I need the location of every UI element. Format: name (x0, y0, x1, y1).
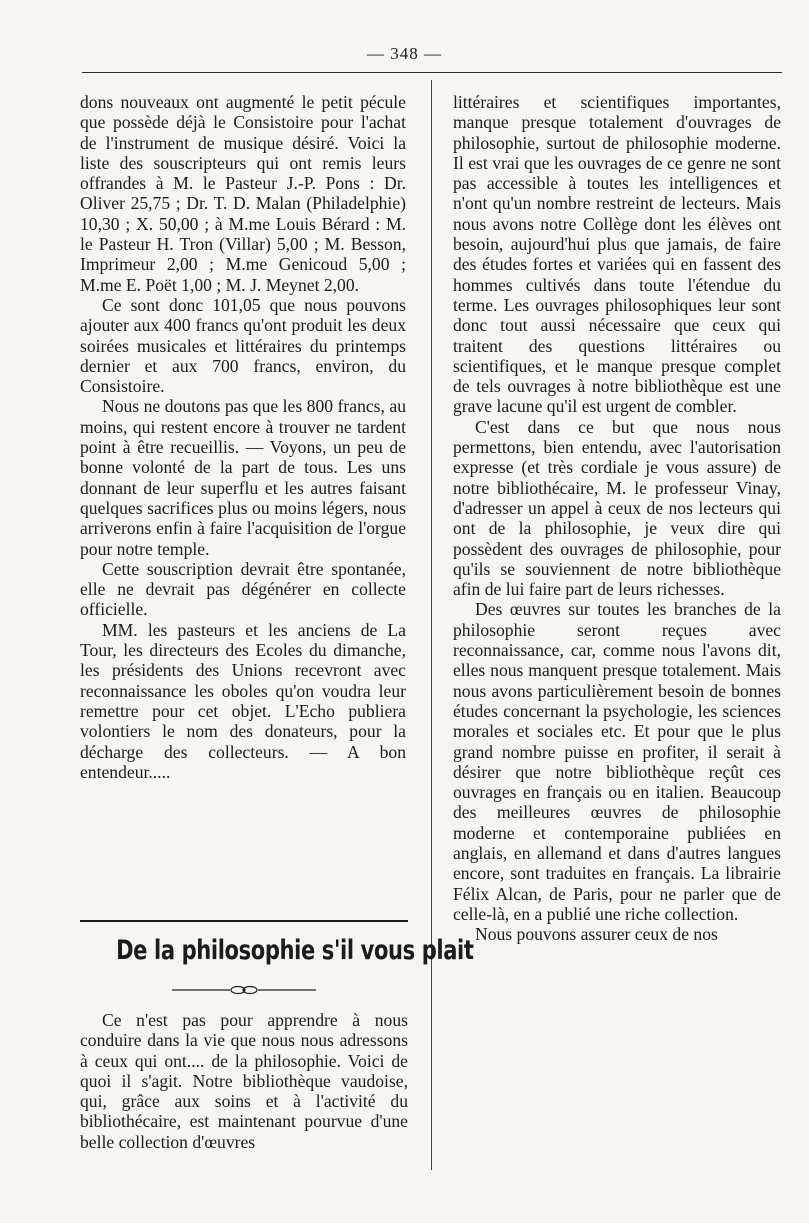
page-number: — 348 — (367, 44, 442, 63)
ornament-divider-icon (170, 983, 318, 997)
title-rule (80, 920, 408, 922)
column-divider (431, 80, 432, 1170)
paragraph: Ce sont donc 101,05 que nous pouvons ajouter aux 400 francs qu'ont produit les deux soirées musicales et littéraires du printemps dernier et aux 700 francs, environ, du Consistoire. (80, 294, 406, 397)
paragraph: Cette souscription devrait être spontanée, elle ne devrait pas dégénérer en collecte officielle. (80, 558, 406, 620)
left-column (80, 92, 406, 782)
paragraph: littéraires et scientifiques importantes, manque presque totalement d'ouvrages de philosophie, surtout de philosophie moderne. Il est vrai que les ouvrages de ce genre ne sont pas accessible à toutes les intelligences et n'ont qu'un nombre restreint de lecteurs. Mais nous avons notre Collège dont les élèves ont besoin, aujourd'hui plus que jamais, de faire des études fortes et variées qui en fassent des hommes cultivés dans toute l'étendue du terme. Les ouvrages philosophiques leur sont donc tout aussi nécessaire que ceux qui traitent des questions littéraires ou scientifiques, et le manque presque complet de tels ouvrages à notre bibliothèque est une grave lacune qu'il est urgent de combler. (453, 92, 781, 417)
paragraph: MM. les pasteurs et les anciens de La Tour, les directeurs des Ecoles du dimanche, les présidents des Unions recevront avec reconnaissance les oboles qu'on voudra leur remettre pour cet objet. L'Echo publiera volontiers le nom des donateurs, pour la décharge des collecteurs. — A bon entendeur..... (80, 619, 406, 782)
right-column (453, 92, 781, 944)
paragraph: Des œuvres sur toutes les branches de la philosophie seront reçues avec reconnaissance, car, comme nous l'avons dit, elles nous manquent presque totalement. Mais nous avons particulièrement besoin de bonnes études concernant la psychologie, les sciences morales et sociales etc. Et pour que le plus grand nombre puisse en profiter, il serait à désirer que notre bibliothèque reçût ces ouvrages en français ou en italien. Beaucoup des meilleures œuvres de philosophie moderne et contemporaine publiées en anglais, en allemand et dans d'autres langues encore, sont traduites en français. La librairie Félix Alcan, de Paris, pour ne parler que de celle-là, en a publié une riche collection. (453, 599, 781, 924)
article-title: De la philosophie s'il vous plait (116, 935, 474, 966)
paragraph: Nous ne doutons pas que les 800 francs, au moins, qui restent encore à trouver ne tardent point à être recueillis. — Voyons, un peu de bonne volonté de la part de tous. Les uns donnant de leur superflu et les autres faisant quelques sacrifices plus ou moins légers, nous arriverons enfin à faire l'acquisition de l'orgue pour notre temple. (80, 396, 406, 559)
article-body (80, 1010, 408, 1152)
header-rule (82, 72, 782, 73)
paragraph: Nous pouvons assurer ceux de nos (475, 924, 718, 945)
paragraph: Ce n'est pas pour apprendre à nous conduire dans la vie que nous nous adressons à ceux qui ont.... de la philosophie. Voici de quoi il s'agit. Notre bibliothèque vaudoise, qui, grâce aux soins et à l'activité du bibliothécaire, est maintenant pourvue d'une belle collection d'œuvres (80, 1010, 408, 1152)
paragraph: C'est dans ce but que nous nous permettons, bien entendu, avec l'autorisation expresse (et très cordiale je vous assure) de notre bibliothécaire, M. le professeur Vinay, d'adresser un appel à ceux de nos lecteurs qui ont de la philosophie, je veux dire qui possèdent des ouvrages de philosophie, pour qu'ils se souviennent de notre bibliothèque afin de lui faire part de leurs richesses. (453, 416, 781, 600)
paragraph: dons nouveaux ont augmenté le petit pécule que possède déjà le Consistoire pour l'achat de l'instrument de musique désiré. Voici la liste des souscripteurs qui ont remis leurs offrandes à M. le Pasteur J.-P. Pons : Dr. Oliver 25,75 ; Dr. T. D. Malan (Philadelphie) 10,30 ; X. 50,00 ; à M.me Louis Bérard : M. le Pasteur H. Tron (Villar) 5,00 ; M. Besson, Imprimeur 2,00 ; M.me Genicoud 5,00 ; M.me E. Poët 1,00 ; M. J. Meynet 2,00. (80, 92, 406, 295)
